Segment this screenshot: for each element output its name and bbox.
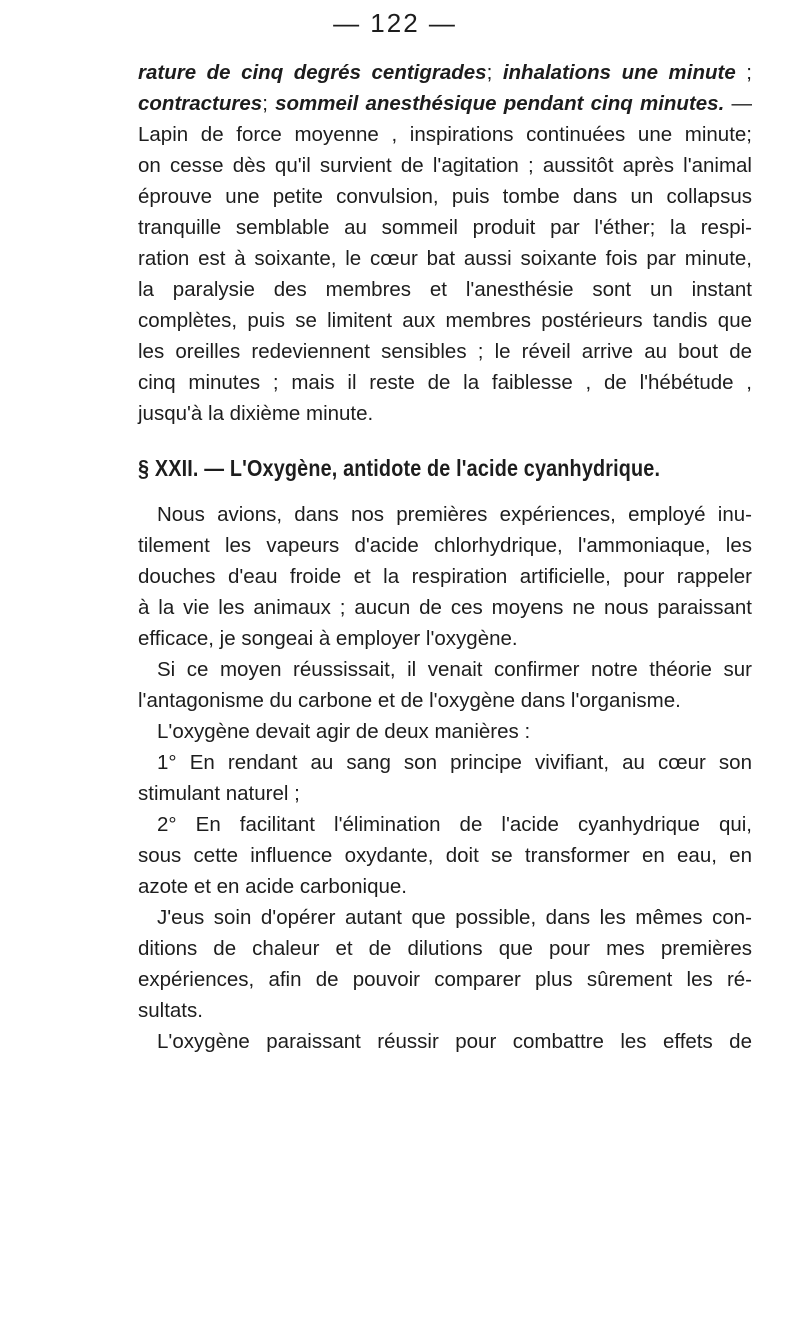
text-line xyxy=(138,778,752,809)
text-line xyxy=(138,964,752,995)
text-line xyxy=(138,654,752,685)
text-segment: stimulant naturel ; xyxy=(138,782,300,805)
text-line xyxy=(138,1026,752,1057)
text-segment: éprouve une petite convulsion, puis tombe dans un collapsus xyxy=(138,185,752,208)
text-line xyxy=(138,716,752,747)
text-segment: efficace, je songeai à employer l'oxygène. xyxy=(138,627,518,650)
text-segment: tranquille semblable au sommeil produit par l'éther; la respi- xyxy=(138,216,752,239)
text-segment: azote et en acide carbonique. xyxy=(138,875,407,898)
text-segment: 1° En rendant au sang son principe vivifiant, au cœur son xyxy=(157,751,752,774)
italic-text-segment: sommeil anesthésique pendant cinq minutes. xyxy=(275,92,725,115)
text-segment: ration est à soixante, le cœur bat aussi soixante fois par minute, xyxy=(138,247,752,270)
text-line xyxy=(138,274,752,305)
text-segment: Si ce moyen réussissait, il venait confirmer notre théorie sur xyxy=(157,658,752,681)
text-segment: — xyxy=(724,92,752,115)
text-segment: sous cette influence oxydante, doit se transformer en eau, en xyxy=(138,844,752,867)
text-segment: tilement les vapeurs d'acide chlorhydrique, l'ammoniaque, les xyxy=(138,534,752,557)
text-segment: les oreilles redeviennent sensibles ; le réveil arrive au bout de xyxy=(138,340,752,363)
text-line xyxy=(138,88,752,119)
text-line xyxy=(138,561,752,592)
text-line xyxy=(138,398,752,429)
text-segment: douches d'eau froide et la respiration artificielle, pour rappeler xyxy=(138,565,752,588)
text-line xyxy=(138,902,752,933)
page-number: — 122 — xyxy=(333,8,457,38)
text-line xyxy=(138,212,752,243)
paragraph-block-oxygen xyxy=(138,499,752,1057)
text-segment: on cesse dès qu'il survient de l'agitation ; aussitôt après l'animal xyxy=(138,154,752,177)
page-body xyxy=(138,57,752,1057)
text-segment: sultats. xyxy=(138,999,203,1022)
text-line xyxy=(138,119,752,150)
text-segment: L'oxygène devait agir de deux manières : xyxy=(157,720,531,743)
text-line xyxy=(138,336,752,367)
text-line xyxy=(138,809,752,840)
text-segment: à la vie les animaux ; aucun de ces moyens ne nous paraissant xyxy=(138,596,752,619)
text-line xyxy=(138,367,752,398)
text-segment: ; xyxy=(486,61,503,84)
italic-text-segment: contractures xyxy=(138,92,263,115)
text-segment: Lapin de force moyenne , inspirations continuées une minute; xyxy=(138,123,752,146)
text-line xyxy=(138,530,752,561)
text-segment: la paralysie des membres et l'anesthésie sont un instant xyxy=(138,278,752,301)
text-segment: ; xyxy=(735,61,752,84)
text-segment: l'antagonisme du carbone et de l'oxygène dans l'organisme. xyxy=(138,689,681,712)
text-segment: 2° En facilitant l'élimination de l'acide cyanhydrique qui, xyxy=(157,813,752,836)
text-segment: Nous avions, dans nos premières expériences, employé inu- xyxy=(157,503,752,526)
text-segment: L'oxygène paraissant réussir pour combattre les effets de xyxy=(157,1030,752,1053)
text-line xyxy=(138,995,752,1026)
section-heading: § XXII. — L'Oxygène, antidote de l'acide cyanhydrique. xyxy=(138,455,661,481)
text-line xyxy=(138,871,752,902)
text-segment: jusqu'à la dixième minute. xyxy=(138,402,374,425)
text-line xyxy=(138,499,752,530)
text-line xyxy=(138,933,752,964)
text-segment: complètes, puis se limitent aux membres postérieurs tandis que xyxy=(138,309,752,332)
italic-text-segment: rature de cinq degrés centigrades xyxy=(138,61,487,84)
text-line xyxy=(138,243,752,274)
text-line xyxy=(138,623,752,654)
text-segment: J'eus soin d'opérer autant que possible, dans les mêmes con- xyxy=(157,906,752,929)
text-line xyxy=(138,840,752,871)
italic-text-segment: inhalations une minute xyxy=(502,61,736,84)
text-line xyxy=(138,747,752,778)
text-line xyxy=(138,592,752,623)
text-line xyxy=(138,181,752,212)
text-segment: expériences, afin de pouvoir comparer plus sûrement les ré- xyxy=(138,968,752,991)
paragraph-block-experiment xyxy=(138,57,752,429)
text-line xyxy=(138,150,752,181)
text-line xyxy=(138,305,752,336)
text-line xyxy=(138,685,752,716)
text-line xyxy=(138,57,752,88)
text-segment: cinq minutes ; mais il reste de la faiblesse , de l'hébétude , xyxy=(138,371,752,394)
text-segment: ; xyxy=(262,92,276,115)
text-segment: ditions de chaleur et de dilutions que pour mes premières xyxy=(138,937,752,960)
